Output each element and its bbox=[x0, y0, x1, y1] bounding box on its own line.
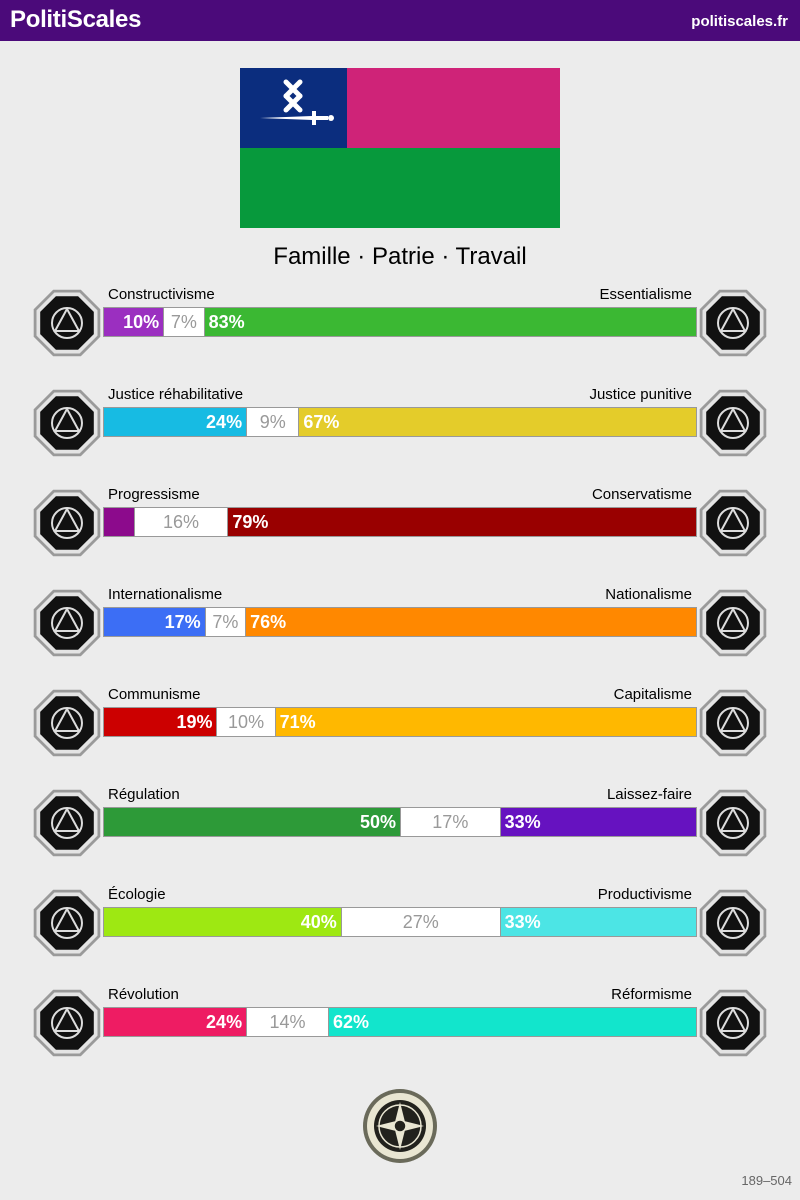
leaf-icon bbox=[31, 887, 103, 959]
flag-green-band bbox=[240, 148, 560, 228]
comet-icon bbox=[31, 487, 103, 559]
axis-right-label: Laissez-faire bbox=[606, 786, 692, 803]
flag-canton bbox=[240, 68, 347, 148]
axis-left-segment: 19% bbox=[104, 708, 216, 736]
axis-neutral-segment: 7% bbox=[163, 308, 204, 336]
axis-left-label: Communisme bbox=[108, 686, 201, 703]
handshake-icon bbox=[31, 387, 103, 459]
brand-title[interactable]: PolitiScales bbox=[10, 6, 142, 33]
axis-right-segment: 71% bbox=[276, 708, 696, 736]
axis-right-segment: 76% bbox=[246, 608, 696, 636]
axis-row bbox=[0, 587, 800, 677]
slogan: Famille · Patrie · Travail bbox=[273, 243, 527, 270]
header-bar bbox=[0, 0, 800, 41]
axis-bar bbox=[103, 707, 697, 737]
axis-left-label: Constructivisme bbox=[108, 286, 215, 303]
axis-row bbox=[0, 787, 800, 877]
axis-left-label: Régulation bbox=[108, 786, 180, 803]
axis-left-segment: 40% bbox=[104, 908, 341, 936]
butterfly-icon bbox=[697, 787, 769, 859]
axis-left-segment: 24% bbox=[104, 408, 246, 436]
axis-bar bbox=[103, 907, 697, 937]
axis-neutral-segment: 27% bbox=[341, 908, 501, 936]
result-code: 189–504 bbox=[741, 1173, 792, 1188]
eye-icon bbox=[31, 287, 103, 359]
flag-icon bbox=[697, 587, 769, 659]
axis-right-label: Justice punitive bbox=[589, 386, 692, 403]
money-bag-icon bbox=[697, 687, 769, 759]
site-link[interactable]: politiscales.fr bbox=[691, 13, 788, 30]
axis-row bbox=[0, 887, 800, 977]
axis-right-segment: 33% bbox=[501, 908, 696, 936]
axis-bar bbox=[103, 807, 697, 837]
axis-right-label: Nationalisme bbox=[605, 586, 692, 603]
axis-bar bbox=[103, 307, 697, 337]
axis-left-segment: 10% bbox=[104, 308, 163, 336]
axis-bar bbox=[103, 507, 697, 537]
axis-left-label: Révolution bbox=[108, 986, 179, 1003]
axis-neutral-segment: 16% bbox=[134, 508, 229, 536]
globe-icon bbox=[31, 587, 103, 659]
axis-neutral-segment: 17% bbox=[400, 808, 501, 836]
axis-left-segment bbox=[104, 508, 134, 536]
axis-right-segment: 33% bbox=[501, 808, 696, 836]
sword-icon bbox=[240, 68, 347, 148]
parliament-icon bbox=[697, 987, 769, 1059]
axis-row bbox=[0, 287, 800, 377]
prison-bars-icon bbox=[697, 387, 769, 459]
axis-left-segment: 24% bbox=[104, 1008, 246, 1036]
pen-icon bbox=[697, 487, 769, 559]
axis-left-label: Progressisme bbox=[108, 486, 200, 503]
axis-left-label: Internationalisme bbox=[108, 586, 223, 603]
axis-neutral-segment: 10% bbox=[216, 708, 275, 736]
axis-row bbox=[0, 387, 800, 477]
axis-right-label: Essentialisme bbox=[599, 286, 692, 303]
axis-neutral-segment: 9% bbox=[246, 408, 299, 436]
flag-pink-band bbox=[347, 68, 560, 148]
flower-icon bbox=[697, 287, 769, 359]
axis-bar bbox=[103, 607, 697, 637]
ruler-icon bbox=[31, 787, 103, 859]
axis-right-segment: 79% bbox=[228, 508, 696, 536]
axis-right-label: Réformisme bbox=[611, 986, 692, 1003]
axis-left-segment: 50% bbox=[104, 808, 400, 836]
axis-left-segment: 17% bbox=[104, 608, 205, 636]
seal-icon bbox=[362, 1088, 438, 1164]
axis-neutral-segment: 7% bbox=[205, 608, 246, 636]
axis-row bbox=[0, 487, 800, 577]
axis-left-label: Justice réhabilitative bbox=[108, 386, 244, 403]
axis-row bbox=[0, 987, 800, 1077]
axis-bar bbox=[103, 1007, 697, 1037]
axis-row bbox=[0, 687, 800, 777]
gear-icon bbox=[697, 887, 769, 959]
axis-right-segment: 62% bbox=[329, 1008, 696, 1036]
axis-right-label: Productivisme bbox=[597, 886, 692, 903]
fist-icon bbox=[31, 987, 103, 1059]
axis-right-label: Conservatisme bbox=[591, 486, 692, 503]
flag bbox=[240, 68, 560, 228]
axis-right-segment: 83% bbox=[205, 308, 696, 336]
axis-bar bbox=[103, 407, 697, 437]
axis-neutral-segment: 14% bbox=[246, 1008, 329, 1036]
hammer-sickle-icon bbox=[31, 687, 103, 759]
axis-left-label: Écologie bbox=[108, 886, 166, 903]
axis-right-segment: 67% bbox=[299, 408, 696, 436]
axis-right-label: Capitalisme bbox=[613, 686, 692, 703]
